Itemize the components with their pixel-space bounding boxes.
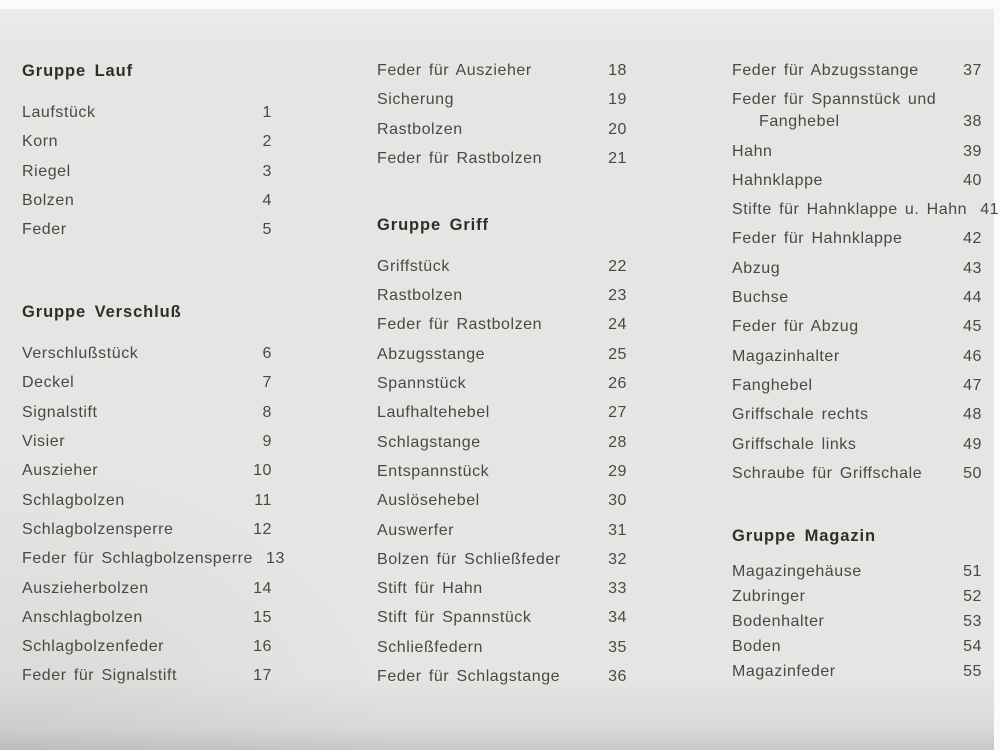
part-name [732,434,950,456]
part-number: 45 [963,318,982,336]
parts-section [22,301,285,687]
part-name [732,661,950,683]
parts-row [732,404,982,426]
part-number: 35 [608,638,627,656]
parts-row [377,344,627,366]
parts-row [22,490,272,512]
part-number: 48 [963,406,982,424]
part-number: 43 [963,259,982,277]
part-name [377,666,595,688]
parts-row [377,60,627,82]
parts-row [22,636,272,658]
part-name [732,170,950,192]
part-name [732,404,950,426]
parts-row [732,561,982,583]
parts-row [22,578,272,600]
part-name-line1: Rastbolzen [377,287,463,305]
part-name [377,60,595,82]
part-name-line1: Visier [22,433,66,451]
part-name-line1: Schlagbolzen [22,491,125,509]
parts-row [732,258,982,280]
part-name [732,258,950,280]
part-name-line1: Bolzen [22,191,75,209]
part-number: 53 [963,612,982,630]
part-number: 16 [253,638,272,656]
part-name-line1: Feder für Schlagbolzensperre [22,550,253,568]
parts-row [732,434,982,456]
part-name-line1: Schließfedern [377,638,483,656]
parts-row [377,148,627,170]
parts-row [377,314,627,336]
part-name-line1: Griffschale links [732,435,857,453]
part-number: 41 [980,201,1000,219]
parts-row [732,199,1000,221]
part-name [22,402,240,424]
part-name [22,431,240,453]
part-number: 18 [608,62,627,79]
part-name [377,637,595,659]
part-name [22,607,240,629]
part-name-line1: Auszieherbolzen [22,579,149,597]
part-name [732,89,950,133]
part-name-line1: Bolzen für Schließfeder [377,550,561,568]
part-number: 33 [608,580,627,598]
parts-row [22,665,272,687]
part-name-line1: Feder für Schlagstange [377,668,561,686]
part-name [377,89,595,111]
parts-row [732,316,982,338]
part-name-line1: Auswerfer [377,521,455,539]
part-name-line1: Feder [22,221,67,239]
parts-row [732,661,982,683]
part-name [22,490,240,512]
part-number: 52 [963,587,982,605]
part-name [732,141,950,163]
part-name [22,372,240,394]
part-name [732,346,950,368]
part-number: 7 [262,374,272,392]
part-number: 46 [963,347,982,365]
part-number: 29 [608,462,627,480]
part-name [377,402,595,424]
part-name [377,148,595,170]
part-name [377,373,595,395]
parts-row [22,161,272,183]
part-number: 39 [963,142,982,160]
part-number: 49 [963,435,982,453]
parts-row [22,431,272,453]
part-name [377,607,595,629]
part-name [377,578,595,600]
part-name [22,131,240,153]
part-number: 31 [608,521,627,539]
part-name [377,549,595,571]
part-name [22,636,240,658]
part-number: 9 [262,433,272,451]
parts-row [377,666,627,688]
part-name-line1: Stift für Spannstück [377,609,532,627]
part-number: 36 [608,668,627,686]
part-number: 42 [963,230,982,248]
parts-row [22,102,272,124]
part-number: 22 [608,257,627,275]
parts-row [732,287,982,309]
parts-row [22,131,272,153]
parts-row [377,432,627,454]
part-name-line1: Laufstück [22,104,96,121]
part-name-line1: Griffstück [377,257,450,275]
section-heading: Gruppe Griff [377,215,489,234]
part-number: 21 [608,149,627,167]
part-number: 13 [266,550,285,568]
part-name [377,432,595,454]
part-name-line1: Riegel [22,162,71,180]
part-number: 20 [608,120,627,138]
parts-row [22,460,272,482]
part-name-line1: Abzug [732,259,781,277]
part-number: 24 [608,316,627,334]
part-name-line1: Feder für Abzugsstange [732,62,919,79]
parts-row [22,219,272,241]
part-name [377,490,595,512]
part-name-line1: Boden [732,637,782,655]
part-name [732,60,950,82]
parts-column-1 [22,60,285,695]
parts-row [732,586,982,608]
part-name-line1: Griffschale rechts [732,406,869,424]
part-number: 47 [963,376,982,394]
part-name-line1: Schlagbolzensperre [22,520,174,538]
part-number: 38 [963,113,982,131]
part-name-line1: Anschlagbolzen [22,608,143,626]
part-name [377,520,595,542]
part-name-line1: Feder für Signalstift [22,667,177,685]
parts-row [732,228,982,250]
part-number: 3 [262,162,272,180]
part-name-line1: Signalstift [22,403,98,421]
part-name [22,343,240,365]
part-name-line1: Korn [22,133,59,151]
part-name-line1: Feder für Rastbolzen [377,149,543,167]
part-number: 4 [262,191,272,209]
part-number: 44 [963,289,982,307]
parts-row [377,256,627,278]
part-number: 55 [963,662,982,680]
part-name-line1: Laufhaltehebel [377,404,490,422]
part-name [22,460,240,482]
parts-row [377,285,627,307]
part-name-line1: Rastbolzen [377,120,463,138]
part-number: 12 [253,520,272,538]
part-number: 51 [963,562,982,580]
part-name [732,375,950,397]
parts-row [732,636,982,658]
part-name [732,287,950,309]
part-name-line2: Fanghebel [759,113,840,131]
parts-row [732,170,982,192]
parts-row [732,141,982,163]
parts-row [377,578,627,600]
part-name-line1: Stifte für Hahnklappe u. Hahn [732,201,968,219]
part-name [377,119,595,141]
part-name-line1: Magazinhalter [732,347,840,365]
parts-section [732,60,1000,485]
part-name-line1: Spannstück [377,375,467,393]
part-name [22,190,240,212]
parts-row [22,372,272,394]
part-number: 5 [262,221,272,239]
part-name [732,463,950,485]
part-name [22,578,240,600]
parts-row [732,463,982,485]
parts-row [22,343,272,365]
part-name-line1: Magazingehäuse [732,562,862,580]
part-name-line1: Feder für Spannstück und [732,91,937,109]
parts-row [22,402,272,424]
parts-section [732,525,982,683]
part-number: 17 [253,667,272,685]
parts-section [377,214,627,688]
parts-row [732,611,982,633]
part-number: 28 [608,433,627,451]
section-heading: Gruppe Lauf [22,62,134,80]
part-number: 30 [608,492,627,510]
part-name-line1: Sicherung [377,91,455,109]
parts-row [377,89,627,111]
parts-row [377,607,627,629]
part-number: 25 [608,345,627,363]
parts-row [732,375,982,397]
part-number: 14 [253,579,272,597]
part-name-line1: Feder für Auszieher [377,62,532,79]
parts-list [22,60,1000,695]
part-name-line1: Schlagstange [377,433,481,451]
part-name-line1: Verschlußstück [22,345,139,363]
part-name [732,228,950,250]
part-number: 2 [262,133,272,151]
parts-row [377,637,627,659]
part-name [22,548,253,570]
part-name [732,636,950,658]
parts-row [22,519,272,541]
part-name [22,102,240,124]
part-name-line1: Stift für Hahn [377,580,483,598]
part-name-line1: Hahn [732,142,773,160]
parts-row [377,549,627,571]
section-heading: Gruppe Verschluß [22,303,182,322]
parts-row [377,461,627,483]
part-name [377,314,595,336]
part-number: 8 [262,403,272,421]
part-number: 37 [963,62,982,79]
parts-row [22,607,272,629]
part-name [732,316,950,338]
part-name-line1: Fanghebel [732,376,813,394]
part-number: 11 [254,491,272,509]
part-name [22,219,240,241]
parts-row [377,490,627,512]
part-name [377,285,595,307]
part-name-line1: Auszieher [22,462,99,480]
part-name [22,665,240,687]
part-number: 40 [963,171,982,189]
parts-row [732,346,982,368]
part-name-line1: Magazinfeder [732,662,836,680]
part-number: 54 [963,637,982,655]
parts-column-3 [732,60,1000,695]
part-name [22,161,240,183]
part-number: 50 [963,464,982,482]
parts-row [377,520,627,542]
part-number: 15 [253,608,272,626]
part-number: 10 [253,462,272,480]
part-number: 27 [608,404,627,422]
part-name-line1: Deckel [22,374,75,392]
part-name-line1: Schraube für Griffschale [732,464,923,482]
part-name-line1: Buchse [732,289,789,307]
parts-row [377,119,627,141]
part-number: 32 [608,550,627,568]
parts-row [732,89,982,133]
part-name [377,461,595,483]
parts-row [22,190,272,212]
part-name-line1: Feder für Rastbolzen [377,316,543,334]
part-name-line1: Entspannstück [377,462,490,480]
parts-section [377,60,627,170]
part-number: 23 [608,287,627,305]
part-name [732,586,950,608]
part-name-line1: Abzugsstange [377,345,486,363]
part-name [732,611,950,633]
parts-row [377,373,627,395]
part-name-line1: Hahnklappe [732,171,823,189]
part-name-line1: Auslösehebel [377,492,480,510]
parts-section [22,60,272,241]
part-name [732,199,967,221]
scanned-page [0,9,1000,750]
part-name-line1: Bodenhalter [732,612,825,630]
section-heading: Gruppe Magazin [732,526,877,545]
part-name-line1: Zubringer [732,587,806,605]
part-number: 26 [608,375,627,393]
parts-column-2 [377,60,627,695]
part-name-line1: Feder für Hahnklappe [732,230,903,248]
parts-row [22,548,285,570]
parts-row [377,402,627,424]
part-number: 6 [262,345,272,363]
part-name [22,519,240,541]
part-name-line1: Feder für Abzug [732,318,859,336]
part-number: 1 [262,104,272,121]
part-number: 34 [608,609,627,627]
part-name [377,256,595,278]
part-name-line1: Schlagbolzenfeder [22,638,165,656]
part-name [377,344,595,366]
part-name [732,561,950,583]
part-number: 19 [608,91,627,109]
parts-row [732,60,982,82]
